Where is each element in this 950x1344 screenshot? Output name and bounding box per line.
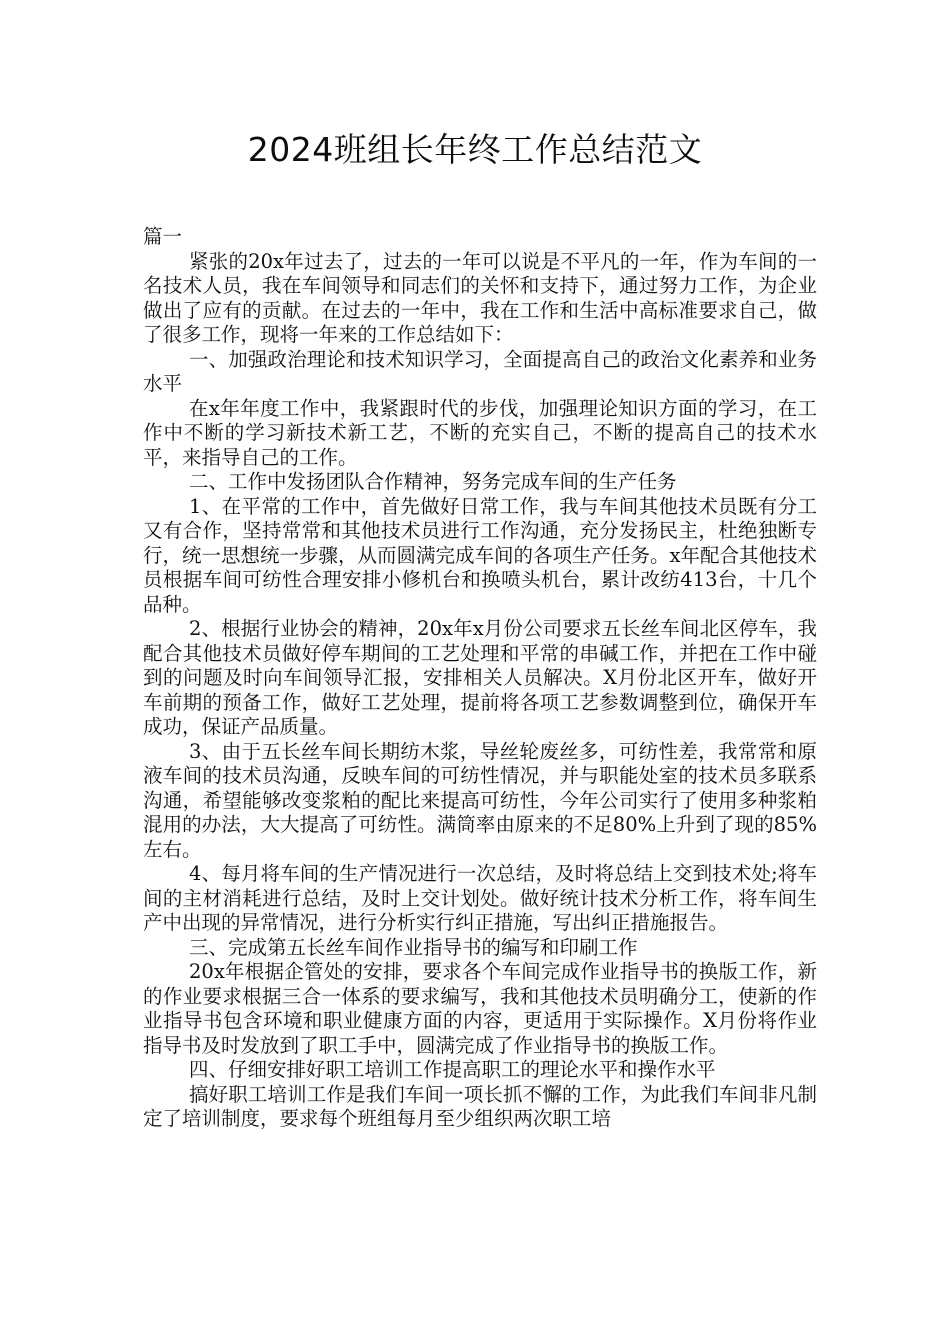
paragraph-item-4: 4、每月将车间的生产情况进行一次总结，及时将总结上交到技术处;将车间的主材消耗进行总结，及时上交计划处。做好统计技术分析工作，将车间生产中出现的异常情况，进行分析实行纠正措施，写出纠正措施报告。 (143, 862, 817, 934)
document-title: 2024班组长年终工作总结范文 (247, 130, 703, 169)
paragraph-section-3: 20x年根据企管处的安排，要求各个车间完成作业指导书的换版工作，新的作业要求根据三合一体系的要求编写，我和其他技术员明确分工，使新的作业指导书包含环境和职业健康方面的内容，更适用于实际操作。X月份将作业指导书及时发放到了职工手中，圆满完成了作业指导书的换版工作。 (143, 960, 817, 1057)
paragraph-section-1: 在x年年度工作中，我紧跟时代的步伐，加强理论知识方面的学习，在工作中不断的学习新技术新工艺，不断的充实自己，不断的提高自己的技术水平，来指导自己的工作。 (143, 396, 817, 469)
heading-section-3: 三、完成第五长丝车间作业指导书的编写和印刷工作 (189, 935, 638, 959)
document-body (143, 225, 817, 1132)
section-label: 篇一 (143, 225, 183, 248)
heading-section-1: 一、加强政治理论和技术知识学习，全面提高自己的政治文化素养和业务水平 (143, 347, 817, 395)
paragraph-intro: 紧张的20x年过去了，过去的一年可以说是不平凡的一年，作为车间的一名技术人员，我在车间领导和同志们的关怀和支持下，通过努力工作，为企业做出了应有的贡献。在过去的一年中，我在工作和生活中高标准要求自己，做了很多工作，现将一年来的工作总结如下： (143, 249, 817, 346)
paragraph-item-3: 3、由于五长丝车间长期纺木浆，导丝轮废丝多，可纺性差，我常常和原液车间的技术员沟通，反映车间的可纺性情况，并与职能处室的技术员多联系沟通，希望能够改变浆粕的配比来提高可纺性，今年公司实行了使用多种浆粕混用的办法，大大提高了可纺性。满筒率由原来的不足80%上升到了现的85%左右。 (143, 739, 817, 861)
heading-section-2: 二、工作中发扬团队合作精神，努务完成车间的生产任务 (189, 470, 677, 493)
heading-section-4: 四、仔细安排好职工培训工作提高职工的理论水平和操作水平 (189, 1058, 716, 1081)
paragraph-section-4: 搞好职工培训工作是我们车间一项长抓不懈的工作，为此我们车间非凡制定了培训制度，要求每个班组每月至少组织两次职工培 (143, 1082, 817, 1130)
paragraph-item-2: 2、根据行业协会的精神，20x年x月份公司要求五长丝车间北区停车，我配合其他技术员做好停车期间的工艺处理和平常的串碱工作，并把在工作中碰到的问题及时向车间领导汇报，安排相关人员解决。X月份北区开车，做好开车前期的预备工作，做好工艺处理，提前将各项工艺参数调整到位，确保开车成功，保证产品质量。 (143, 617, 817, 738)
paragraph-item-1: 1、在平常的工作中，首先做好日常工作，我与车间其他技术员既有分工又有合作，坚持常常和其他技术员进行工作沟通，充分发扬民主，杜绝独断专行，统一思想统一步骤，从而圆满完成车间的各项生产任务。x年配合其他技术员根据车间可纺性合理安排小修机台和换喷头机台，累计改纺413台，十几个品种。 (143, 494, 817, 616)
